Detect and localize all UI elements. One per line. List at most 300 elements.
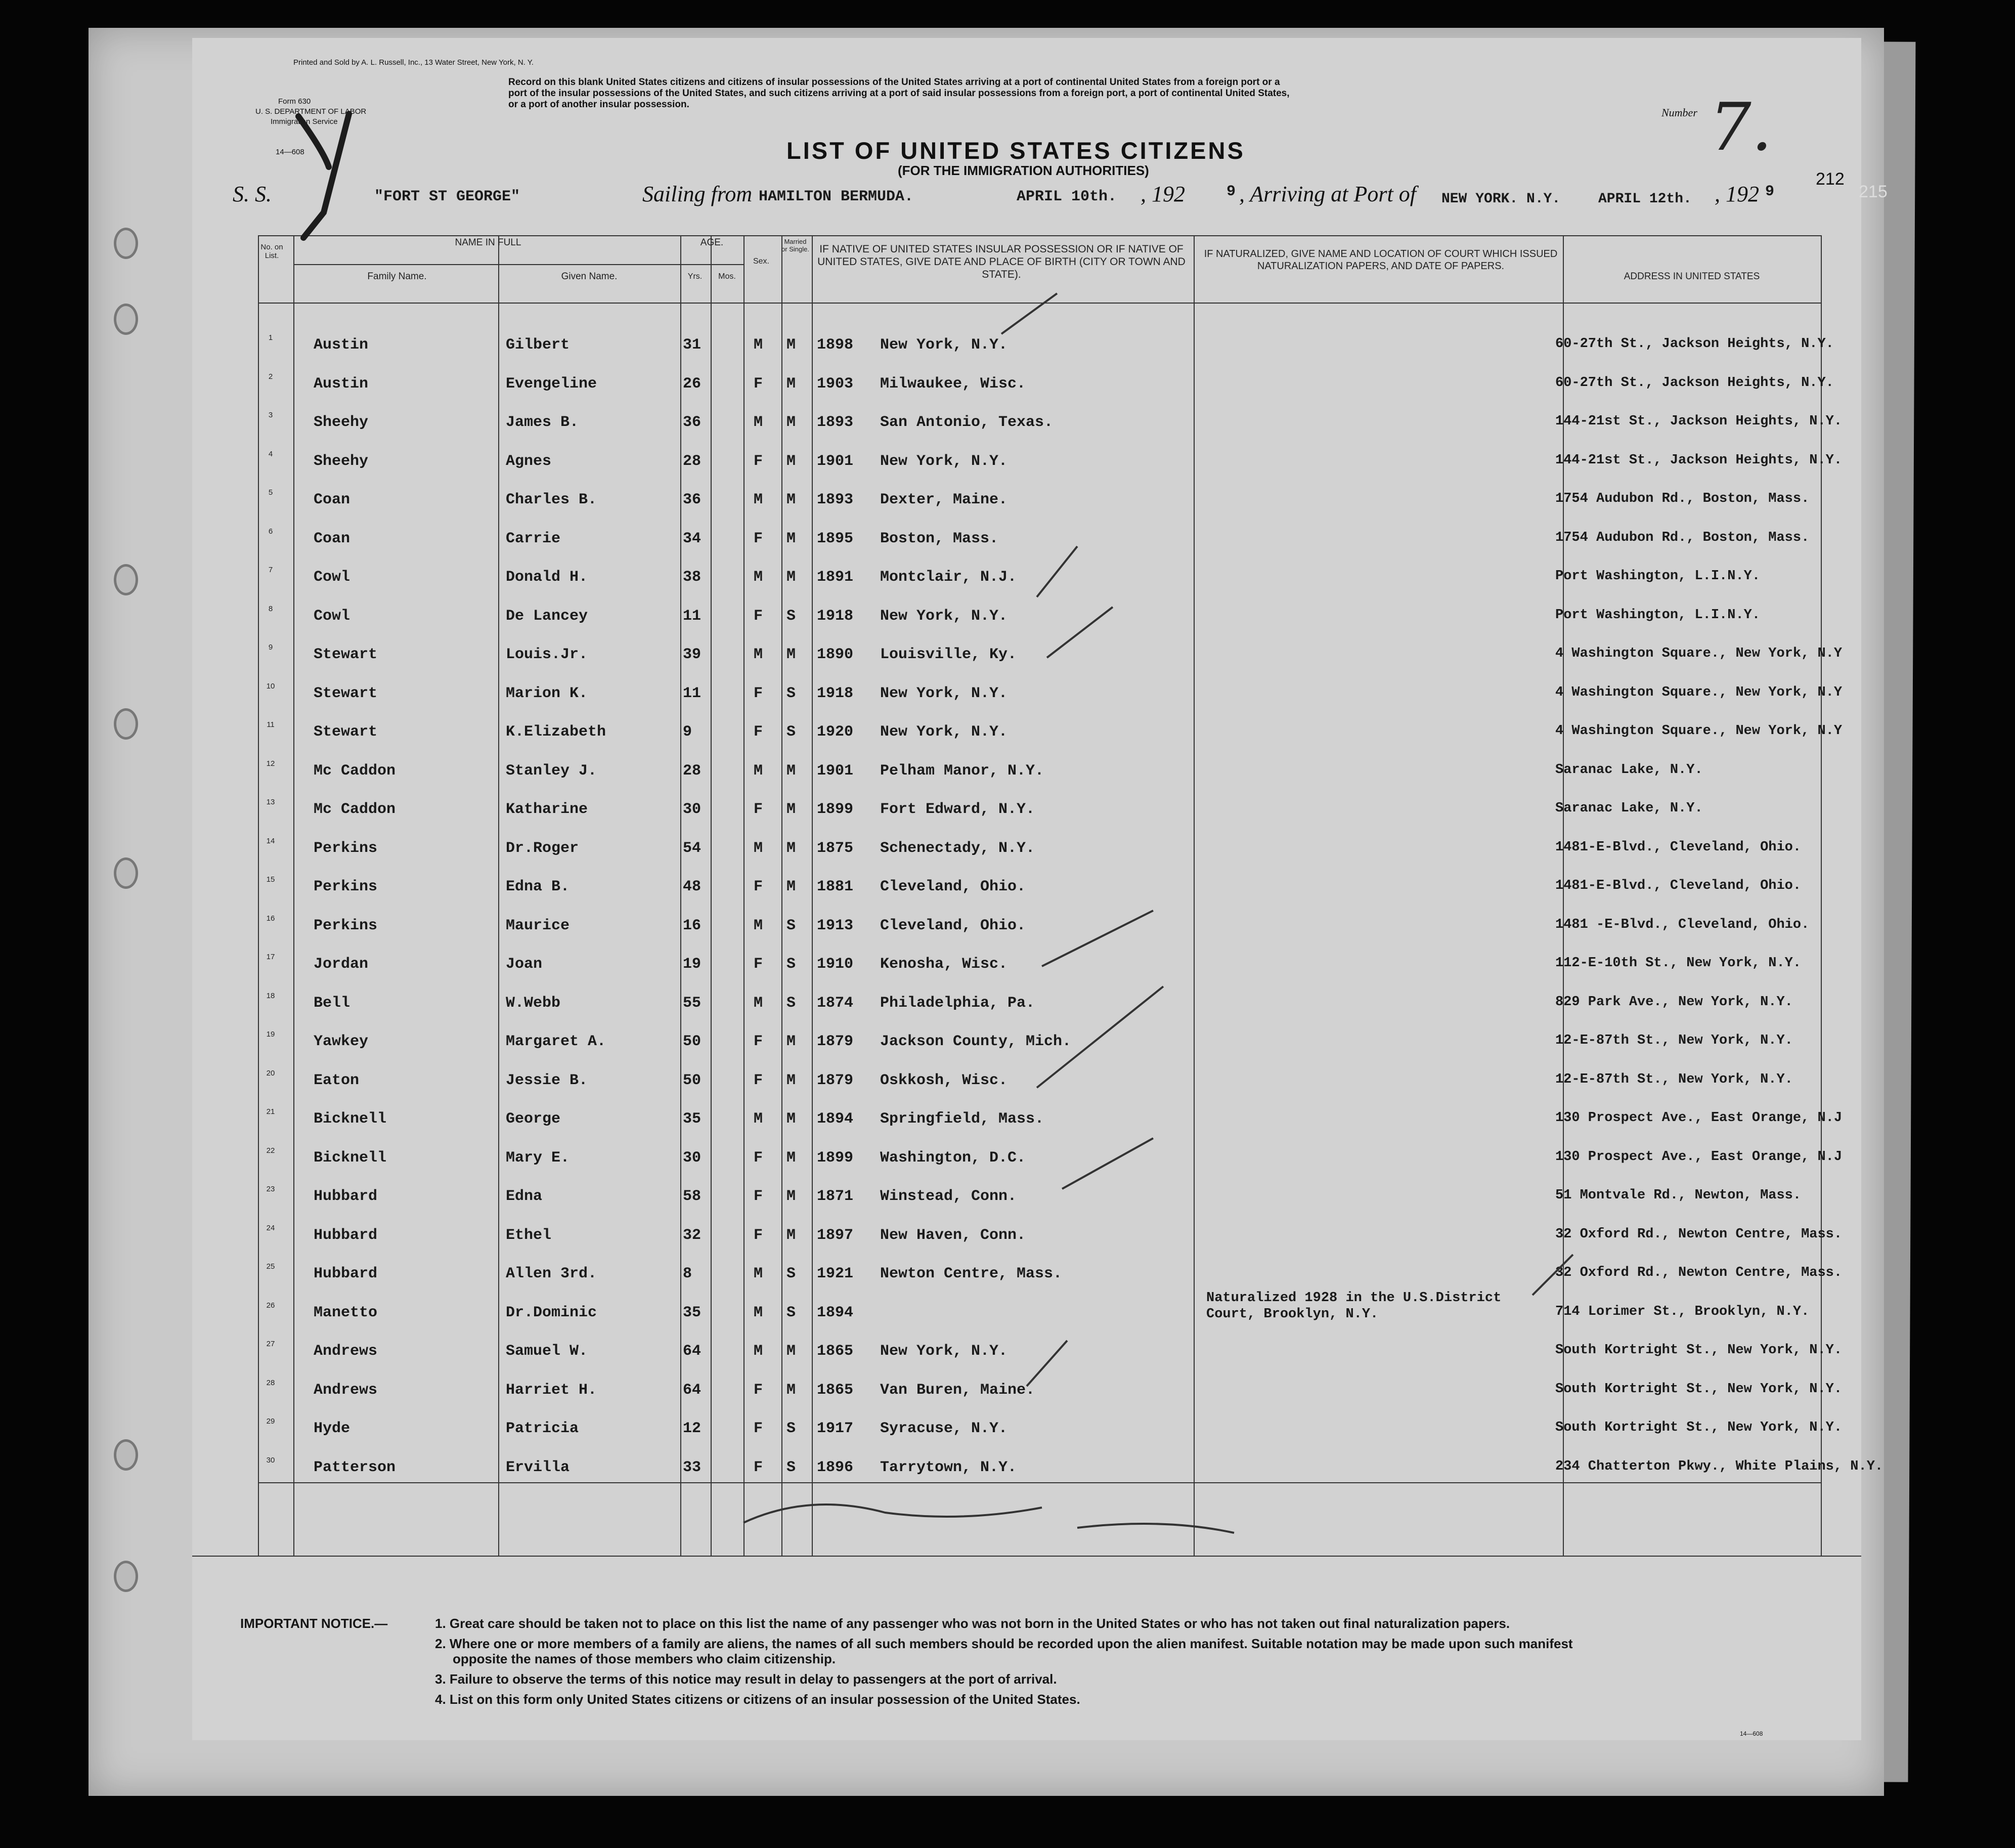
age-years: 11 (683, 684, 702, 702)
marital-status: M (786, 1149, 796, 1167)
row-number: 20 (266, 1068, 275, 1078)
marital-status: S (786, 994, 796, 1012)
notice-3: 3. Failure to observe the terms of this notice may result in delay to passengers at the port of arrival. (435, 1671, 1057, 1687)
given-name: Stanley J. (506, 762, 597, 780)
marital-status: S (786, 684, 796, 702)
ss-label: S. S. (233, 182, 272, 206)
birth-place: Washington, D.C. (880, 1149, 1026, 1167)
family-name: Austin (314, 375, 369, 393)
age-years: 36 (683, 491, 702, 508)
age-years: 26 (683, 375, 702, 393)
row-number: 15 (266, 875, 275, 884)
birth-place: Philadelphia, Pa. (880, 994, 1035, 1012)
family-name: Hubbard (314, 1226, 378, 1244)
row-number: 24 (266, 1223, 275, 1232)
notice-2: 2. Where one or more members of a family are aliens, the names of all such members should be recorded upon the alien manifest. Suitable notation may be made upon such manifest (435, 1636, 1573, 1651)
row-number: 5 (268, 488, 273, 497)
age-years: 30 (683, 1149, 702, 1167)
family-name: Manetto (314, 1304, 378, 1321)
birth-year: 1901 (817, 762, 854, 780)
row-number: 3 (268, 411, 273, 419)
year-prefix-1: , 192 (1141, 182, 1185, 206)
sex: F (754, 1458, 763, 1476)
sex: M (754, 994, 763, 1012)
marital-status: S (786, 917, 796, 934)
sex: M (754, 1343, 763, 1360)
sex: M (754, 491, 763, 508)
address: Port Washington, L.I.N.Y. (1555, 569, 1761, 584)
marital-status: M (786, 452, 796, 470)
sex: F (754, 1226, 763, 1244)
marital-status: S (786, 1304, 796, 1321)
header-yrs: Yrs. (687, 272, 703, 281)
birth-year: 1917 (817, 1420, 854, 1437)
address: 32 Oxford Rd., Newton Centre, Mass. (1555, 1265, 1843, 1280)
birth-place: Tarrytown, N.Y. (880, 1458, 1017, 1476)
notice-title: IMPORTANT NOTICE.— (240, 1616, 388, 1631)
sex: F (754, 723, 763, 741)
birth-place: New York, N.Y. (880, 723, 1008, 741)
age-years: 8 (683, 1265, 692, 1282)
age-years: 32 (683, 1226, 702, 1244)
birth-place: New York, N.Y. (880, 607, 1008, 625)
sex: M (754, 336, 763, 354)
birth-year: 1913 (817, 917, 854, 934)
birth-year: 1891 (817, 569, 854, 586)
birth-place: New York, N.Y. (880, 336, 1008, 354)
birth-year: 1903 (817, 375, 854, 393)
family-name: Bicknell (314, 1149, 387, 1167)
header-naturalized: IF NATURALIZED, GIVE NAME AND LOCATION OF COURT WHICH ISSUED NATURALIZATION PAPERS, AND DATE OF PAPERS. (1204, 248, 1558, 272)
given-name: Jessie B. (506, 1071, 588, 1089)
birth-place: Schenectady, N.Y. (880, 839, 1035, 857)
family-name: Perkins (314, 878, 378, 895)
record-instruction-3: or a port of another insular possession. (508, 99, 689, 110)
given-name: Harriet H. (506, 1381, 597, 1399)
row-number: 17 (266, 953, 275, 961)
birth-place: Cleveland, Ohio. (880, 917, 1026, 934)
family-name: Sheehy (314, 414, 369, 431)
given-name: Maurice (506, 917, 570, 934)
birth-year: 1910 (817, 956, 854, 973)
row-number: 7 (268, 566, 273, 574)
form-subtitle: (FOR THE IMMIGRATION AUTHORITIES) (898, 163, 1149, 178)
row-number: 29 (266, 1417, 275, 1426)
family-name: Mc Caddon (314, 801, 396, 818)
marital-status: M (786, 839, 796, 857)
row-number: 27 (266, 1340, 275, 1348)
sex: M (754, 646, 763, 663)
address: 60-27th St., Jackson Heights, N.Y. (1555, 375, 1834, 391)
marital-status: M (786, 1343, 796, 1360)
birth-place: San Antonio, Texas. (880, 414, 1054, 431)
age-years: 58 (683, 1188, 702, 1205)
address: 32 Oxford Rd., Newton Centre, Mass. (1555, 1226, 1843, 1242)
address: 1481-E-Blvd., Cleveland, Ohio. (1555, 839, 1802, 855)
birth-place: New York, N.Y. (880, 684, 1008, 702)
age-years: 28 (683, 762, 702, 780)
marital-status: M (786, 801, 796, 818)
notice-1: 1. Great care should be taken not to place on this list the name of any passenger who was not born in the United States or who has not taken out final naturalization papers. (435, 1616, 1510, 1631)
row-number: 13 (266, 798, 275, 806)
row-number: 19 (266, 1030, 275, 1039)
sex: F (754, 1149, 763, 1167)
birth-year: 1898 (817, 336, 854, 354)
given-name: Joan (506, 956, 543, 973)
age-years: 54 (683, 839, 702, 857)
given-name: De Lancey (506, 607, 588, 625)
footer-code: 14—608 (1740, 1730, 1763, 1737)
family-name: Coan (314, 530, 351, 547)
birth-place: Winstead, Conn. (880, 1188, 1017, 1205)
birth-place: Syracuse, N.Y. (880, 1420, 1008, 1437)
marital-status: M (786, 1110, 796, 1128)
row-number: 28 (266, 1378, 275, 1387)
birth-year: 1875 (817, 839, 854, 857)
birth-year: 1901 (817, 452, 854, 470)
address: 829 Park Ave., New York, N.Y. (1555, 994, 1793, 1010)
form-number: Form 630 (278, 97, 311, 106)
row-number: 14 (266, 836, 275, 845)
birth-year: 1893 (817, 491, 854, 508)
marital-status: M (786, 530, 796, 547)
header-given-name: Given Name. (561, 271, 618, 282)
age-years: 64 (683, 1343, 702, 1360)
given-name: Evengeline (506, 375, 597, 393)
arriving-label: , Arriving at Port of (1239, 182, 1416, 206)
birth-place: Oskkosh, Wisc. (880, 1071, 1008, 1089)
birth-year: 1896 (817, 1458, 854, 1476)
year-digit-2: 9 (1765, 183, 1775, 200)
given-name: Margaret A. (506, 1033, 606, 1050)
family-name: Stewart (314, 684, 378, 702)
age-years: 12 (683, 1420, 702, 1437)
header-no-on-list: No. on List. (260, 243, 283, 260)
marital-status: S (786, 1458, 796, 1476)
age-years: 38 (683, 569, 702, 586)
age-years: 34 (683, 530, 702, 547)
number-value: 7. (1710, 89, 1773, 165)
given-name: Katharine (506, 801, 588, 818)
sex: M (754, 762, 763, 780)
birth-year: 1874 (817, 994, 854, 1012)
family-name: Andrews (314, 1343, 378, 1360)
birth-place: Dexter, Maine. (880, 491, 1008, 508)
sex: F (754, 530, 763, 547)
given-name: Patricia (506, 1420, 579, 1437)
sex: F (754, 1071, 763, 1089)
address: Saranac Lake, N.Y. (1555, 801, 1703, 816)
family-name: Patterson (314, 1458, 396, 1476)
address: Port Washington, L.I.N.Y. (1555, 607, 1761, 623)
birth-year: 1893 (817, 414, 854, 431)
family-name: Cowl (314, 607, 351, 625)
sailing-label: Sailing from (642, 182, 753, 206)
row-number: 6 (268, 527, 273, 536)
birth-place: Fort Edward, N.Y. (880, 801, 1035, 818)
age-years: 36 (683, 414, 702, 431)
age-years: 33 (683, 1458, 702, 1476)
header-name-in-full: NAME IN FULL (455, 237, 521, 248)
marital-status: S (786, 607, 796, 625)
given-name: Ervilla (506, 1458, 570, 1476)
row-number: 8 (268, 604, 273, 613)
given-name: Samuel W. (506, 1343, 588, 1360)
sex: F (754, 1188, 763, 1205)
marital-status: M (786, 1033, 796, 1050)
birth-place: Louisville, Ky. (880, 646, 1017, 663)
department-label: U. S. DEPARTMENT OF LABOR (255, 107, 367, 116)
given-name: Mary E. (506, 1149, 570, 1167)
age-years: 50 (683, 1033, 702, 1050)
sailing-date: APRIL 10th. (1017, 188, 1117, 205)
address: Saranac Lake, N.Y. (1555, 762, 1703, 778)
family-name: Coan (314, 491, 351, 508)
age-years: 39 (683, 646, 702, 663)
row-number: 25 (266, 1262, 275, 1271)
birth-year: 1865 (817, 1381, 854, 1399)
service-label: Immigration Service (271, 117, 338, 126)
row-number: 10 (266, 681, 275, 691)
family-name: Yawkey (314, 1033, 369, 1050)
header-age: AGE. (700, 237, 724, 248)
given-name: K.Elizabeth (506, 723, 606, 741)
age-years: 64 (683, 1381, 702, 1399)
birth-year: 1894 (817, 1304, 854, 1321)
family-name: Stewart (314, 646, 378, 663)
family-name: Hyde (314, 1420, 351, 1437)
family-name: Bell (314, 994, 351, 1012)
family-name: Bicknell (314, 1110, 387, 1128)
birth-place: Kenosha, Wisc. (880, 956, 1008, 973)
birth-year: 1897 (817, 1226, 854, 1244)
address: 130 Prospect Ave., East Orange, N.J (1555, 1110, 1843, 1126)
given-name: Allen 3rd. (506, 1265, 597, 1282)
sex: F (754, 607, 763, 625)
birth-place: Milwaukee, Wisc. (880, 375, 1026, 393)
birth-year: 1921 (817, 1265, 854, 1282)
age-years: 55 (683, 994, 702, 1012)
birth-year: 1918 (817, 607, 854, 625)
family-name: Andrews (314, 1381, 378, 1399)
marital-status: M (786, 1071, 796, 1089)
birth-place: Van Buren, Maine. (880, 1381, 1035, 1399)
age-years: 16 (683, 917, 702, 934)
printer-line: Printed and Sold by A. L. Russell, Inc., 13 Water Street, New York, N. Y. (293, 58, 534, 67)
given-name: Charles B. (506, 491, 597, 508)
family-name: Perkins (314, 917, 378, 934)
age-years: 28 (683, 452, 702, 470)
address: 234 Chatterton Pkwy., White Plains, N.Y. (1555, 1458, 1883, 1474)
row-number: 9 (268, 643, 273, 652)
birth-year: 1894 (817, 1110, 854, 1128)
address: 1754 Audubon Rd., Boston, Mass. (1555, 530, 1810, 545)
birth-place: New Haven, Conn. (880, 1226, 1026, 1244)
address: 12-E-87th St., New York, N.Y. (1555, 1033, 1793, 1048)
given-name: Edna B. (506, 878, 570, 895)
given-name: Ethel (506, 1226, 552, 1244)
given-name: Donald H. (506, 569, 588, 586)
notice-4: 4. List on this form only United States citizens or citizens of an insular possession of the United States. (435, 1692, 1080, 1707)
age-years: 19 (683, 956, 702, 973)
birth-year: 1920 (817, 723, 854, 741)
row-number: 26 (266, 1301, 275, 1310)
address: 1481 -E-Blvd., Cleveland, Ohio. (1555, 917, 1810, 932)
family-name: Perkins (314, 839, 378, 857)
address: 4 Washington Square., New York, N.Y (1555, 684, 1843, 700)
handwritten-seven-mark (298, 114, 349, 238)
header-family-name: Family Name. (367, 271, 427, 282)
given-name: George (506, 1110, 561, 1128)
sex: F (754, 956, 763, 973)
marital-status: M (786, 375, 796, 393)
form-title: LIST OF UNITED STATES CITIZENS (786, 137, 1245, 164)
family-name: Cowl (314, 569, 351, 586)
age-years: 48 (683, 878, 702, 895)
marital-status: M (786, 491, 796, 508)
given-name: Dr.Dominic (506, 1304, 597, 1321)
family-name: Stewart (314, 723, 378, 741)
family-name: Jordan (314, 956, 369, 973)
header-sex: Sex. (753, 257, 769, 266)
address: 12-E-87th St., New York, N.Y. (1555, 1071, 1793, 1087)
sex: M (754, 569, 763, 586)
age-years: 35 (683, 1304, 702, 1321)
sex: F (754, 452, 763, 470)
sex: M (754, 1265, 763, 1282)
birth-year: 1879 (817, 1071, 854, 1089)
age-years: 50 (683, 1071, 702, 1089)
birth-year: 1890 (817, 646, 854, 663)
marital-status: M (786, 878, 796, 895)
sex: F (754, 375, 763, 393)
sex: M (754, 839, 763, 857)
address: 1481-E-Blvd., Cleveland, Ohio. (1555, 878, 1802, 893)
marital-status: S (786, 1265, 796, 1282)
address: 51 Montvale Rd., Newton, Mass. (1555, 1188, 1802, 1203)
arrival-port: NEW YORK. N.Y. (1441, 191, 1561, 207)
given-name: W.Webb (506, 994, 561, 1012)
given-name: Dr.Roger (506, 839, 579, 857)
marital-status: S (786, 723, 796, 741)
ship-name: "FORT ST GEORGE" (374, 188, 520, 205)
birth-year: 1899 (817, 1149, 854, 1167)
notice-2-cont: opposite the names of those members who claim citizenship. (453, 1651, 836, 1666)
row-number: 1 (268, 333, 273, 342)
given-name: Carrie (506, 530, 561, 547)
address: 714 Lorimer St., Brooklyn, N.Y. (1555, 1304, 1810, 1319)
family-name: Mc Caddon (314, 762, 396, 780)
birth-year: 1865 (817, 1343, 854, 1360)
birth-year: 1879 (817, 1033, 854, 1050)
row-number: 12 (266, 759, 275, 768)
address: 144-21st St., Jackson Heights, N.Y. (1555, 452, 1843, 468)
record-instruction-2: port of the insular possessions of the United States, and such citizens arriving at a port of said insular possessions from a foreign port, a port of continental United States, (508, 88, 1290, 99)
naturalization-note: Naturalized 1928 in the U.S.District Court, Brooklyn, N.Y. (1206, 1290, 1502, 1322)
row-number: 21 (266, 1107, 275, 1116)
row-number: 30 (266, 1455, 275, 1465)
sex: F (754, 684, 763, 702)
birth-place: Boston, Mass. (880, 530, 999, 547)
birth-year: 1899 (817, 801, 854, 818)
address: South Kortright St., New York, N.Y. (1555, 1343, 1843, 1358)
address: 4 Washington Square., New York, N.Y (1555, 723, 1843, 739)
family-name: Eaton (314, 1071, 360, 1089)
address: 4 Washington Square., New York, N.Y (1555, 646, 1843, 661)
given-name: Louis.Jr. (506, 646, 588, 663)
marital-status: M (786, 1188, 796, 1205)
address: 144-21st St., Jackson Heights, N.Y. (1555, 414, 1843, 429)
page-number-a: 212 (1816, 169, 1845, 189)
address: 130 Prospect Ave., East Orange, N.J (1555, 1149, 1843, 1165)
row-number: 11 (267, 720, 275, 729)
address: 112-E-10th St., New York, N.Y. (1555, 956, 1802, 971)
marital-status: M (786, 1381, 796, 1399)
age-years: 30 (683, 801, 702, 818)
sex: F (754, 878, 763, 895)
birth-place: Pelham Manor, N.Y. (880, 762, 1044, 780)
birth-place: Springfield, Mass. (880, 1110, 1044, 1128)
marital-status: M (786, 336, 796, 354)
sex: F (754, 1381, 763, 1399)
address: 1754 Audubon Rd., Boston, Mass. (1555, 491, 1810, 506)
address: South Kortright St., New York, N.Y. (1555, 1420, 1843, 1435)
row-number: 18 (266, 991, 275, 1000)
sailing-from: HAMILTON BERMUDA. (759, 188, 914, 205)
sex: F (754, 1033, 763, 1050)
birth-year: 1895 (817, 530, 854, 547)
marital-status: M (786, 646, 796, 663)
year-digit-1: 9 (1226, 183, 1236, 200)
sex: M (754, 917, 763, 934)
header-married-single: Married or Single. (781, 238, 809, 253)
arrival-date: APRIL 12th. (1598, 191, 1692, 207)
sex: F (754, 801, 763, 818)
signature-mark (743, 1505, 1042, 1523)
row-number: 22 (266, 1146, 275, 1155)
family-name: Hubbard (314, 1188, 378, 1205)
page-number-b: 215 (1859, 182, 1888, 201)
given-name: Agnes (506, 452, 552, 470)
birth-year: 1918 (817, 684, 854, 702)
row-number: 2 (268, 372, 273, 381)
birth-place: New York, N.Y. (880, 1343, 1008, 1360)
number-label: Number (1661, 106, 1697, 119)
header-mos: Mos. (718, 272, 736, 281)
header-birth: IF NATIVE OF UNITED STATES INSULAR POSSESSION OR IF NATIVE OF UNITED STATES, GIVE DATE AND PLACE OF BIRTH (CITY OR TOWN AND STATE). (817, 243, 1186, 280)
age-years: 9 (683, 723, 692, 741)
sex: F (754, 1420, 763, 1437)
sex: M (754, 1304, 763, 1321)
signature-mark-2 (1077, 1524, 1234, 1533)
sex: M (754, 414, 763, 431)
row-number: 23 (266, 1185, 275, 1193)
family-name: Austin (314, 336, 369, 354)
record-instruction-1: Record on this blank United States citizens and citizens of insular possessions of the United States arriving at a port of continental United States from a foreign port or a (508, 77, 1280, 88)
birth-year: 1871 (817, 1188, 854, 1205)
marital-status: M (786, 762, 796, 780)
marital-status: M (786, 414, 796, 431)
age-years: 11 (683, 607, 702, 625)
family-name: Sheehy (314, 452, 369, 470)
marital-status: M (786, 1226, 796, 1244)
header-address: ADDRESS IN UNITED STATES (1624, 271, 1760, 282)
birth-place: Jackson County, Mich. (880, 1033, 1072, 1050)
birth-place: Newton Centre, Mass. (880, 1265, 1063, 1282)
birth-year: 1881 (817, 878, 854, 895)
year-prefix-2: , 192 (1715, 182, 1759, 206)
birth-place: New York, N.Y. (880, 452, 1008, 470)
